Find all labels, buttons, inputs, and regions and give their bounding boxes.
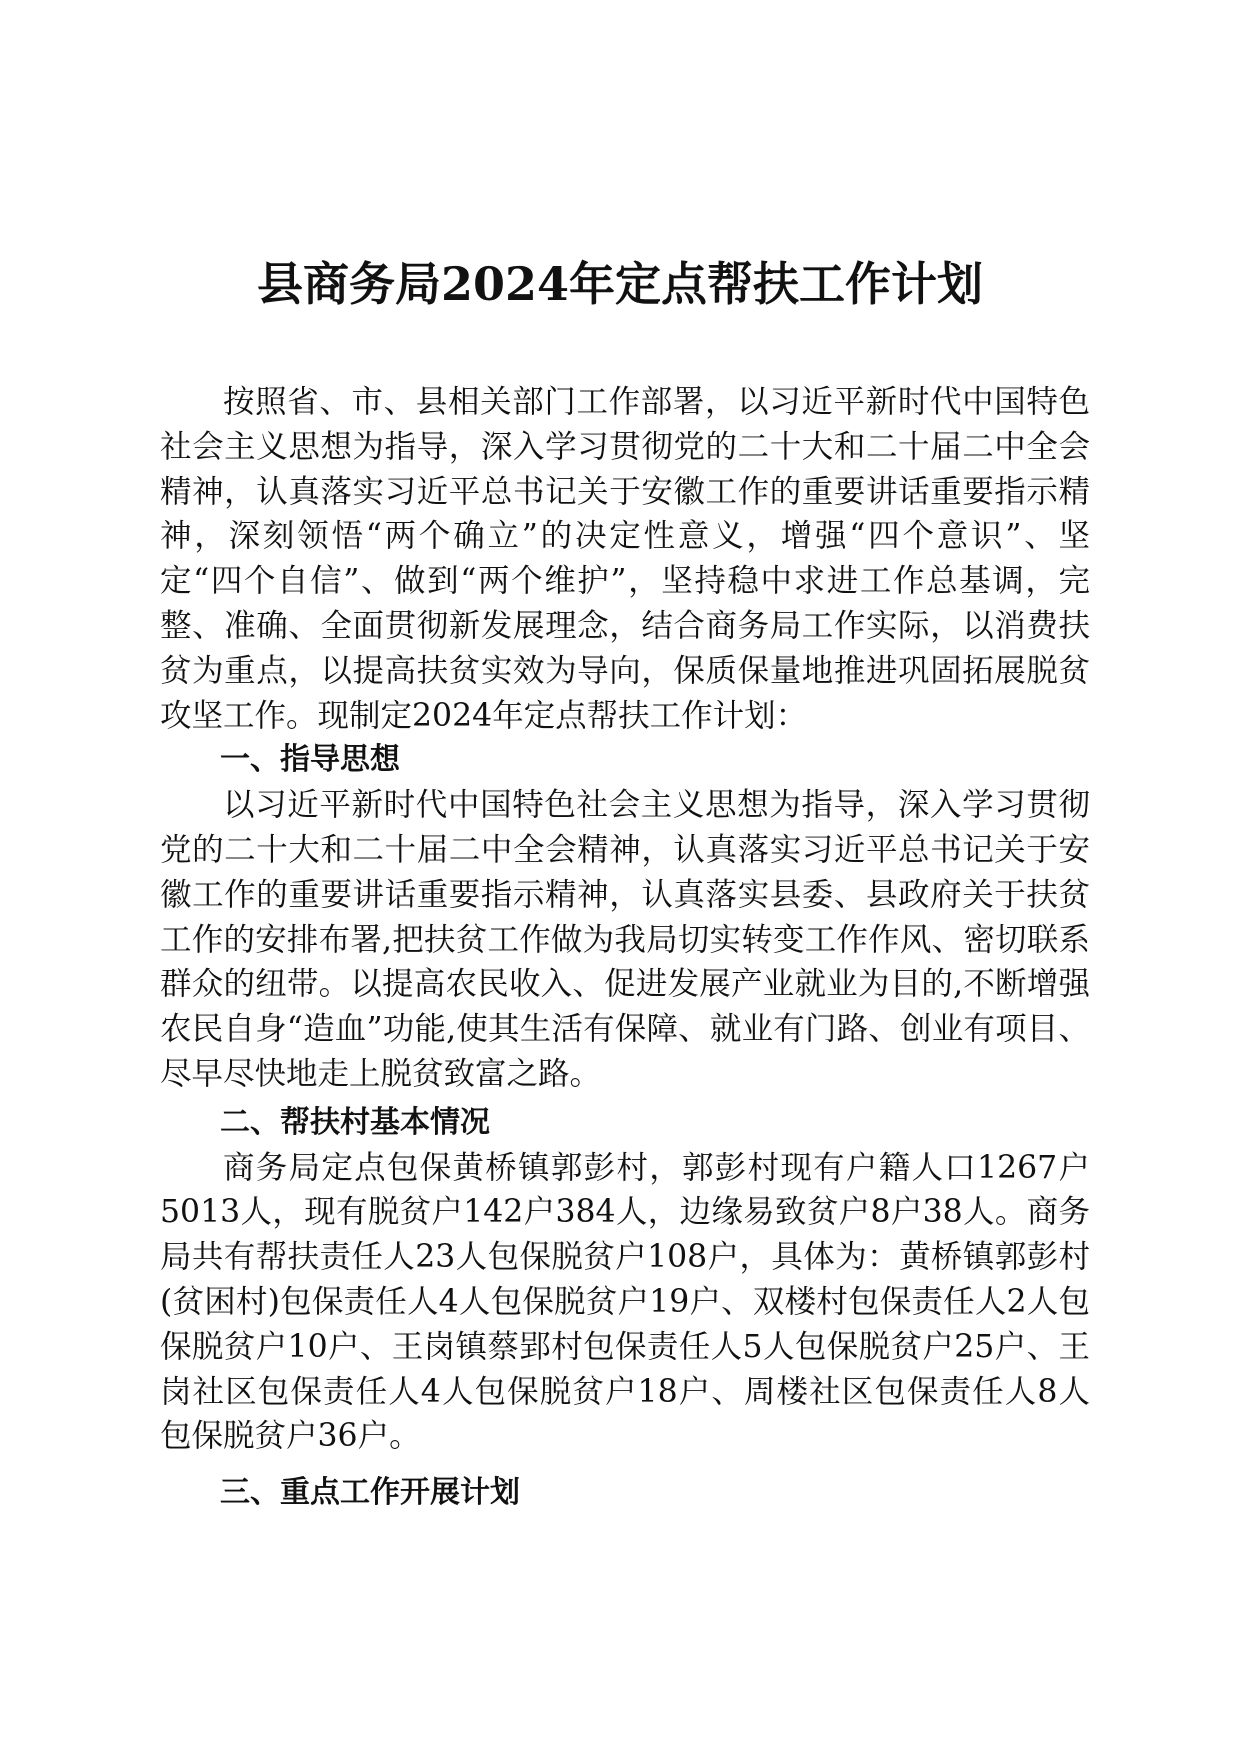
document-title: 县商务局2024年定点帮扶工作计划 xyxy=(256,257,984,311)
intro-paragraph: 按照省、市、县相关部门工作部署，以习近平新时代中国特色社会主义思想为指导，深入学习贯彻党的二十大和二十届二中全会精神，认真落实习近平总书记关于安徽工作的重要讲话重要指示精神，深刻领悟“两个确立”的决定性意义，增强“四个意识”、坚定“四个自信”、做到“两个维护”，坚持稳中求进工作总基调，完整、准确、全面贯彻新发展理念，结合商务局工作实际，以消费扶贫为重点，以提高扶贫实效为导向，保质保量地推进巩固拓展脱贫攻坚工作。现制定2024年定点帮扶工作计划： xyxy=(160,384,1090,734)
section-paragraph-village-situation: 商务局定点包保黄桥镇郭彭村，郭彭村现有户籍人口1267户5013人，现有脱贫户142户384人，边缘易致贫户8户38人。商务局共有帮扶责任人23人包保脱贫户108户，具体为：黄桥镇郭彭村(贫困村)包保责任人4人包保脱贫户19户、双楼村包保责任人2人包保脱贫户10户、王岗镇蔡郢村包保责任人5人包保脱贫户25户、王岗社区包保责任人4人包保脱贫户18户、周楼社区包保责任人8人包保脱贫户36户。 xyxy=(160,1149,1090,1455)
section-heading-village-situation: 二、帮扶村基本情况 xyxy=(220,1104,490,1140)
section-heading-key-work-plan: 三、重点工作开展计划 xyxy=(220,1475,520,1511)
document-body xyxy=(160,380,1090,1516)
section-heading-guiding-thought: 一、指导思想 xyxy=(220,742,400,778)
section-paragraph-guiding-thought: 以习近平新时代中国特色社会主义思想为指导，深入学习贯彻党的二十大和二十届二中全会精神，认真落实习近平总书记关于安徽工作的重要讲话重要指示精神，认真落实县委、县政府关于扶贫工作的安排布署,把扶贫工作做为我局切实转变工作作风、密切联系群众的纽带。以提高农民收入、促进发展产业就业为目的,不断增强农民自身“造血”功能,使其生活有保障、就业有门路、创业有项目、尽早尽快地走上脱贫致富之路。 xyxy=(160,787,1090,1092)
